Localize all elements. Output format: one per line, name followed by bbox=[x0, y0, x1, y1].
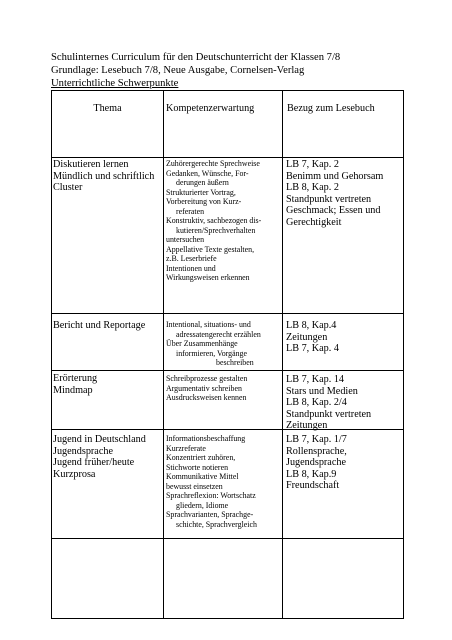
column-header-thema: Thema bbox=[93, 103, 122, 114]
row1-kompetenz: Zuhörergerechte Sprechweise Gedanken, Wünsche, For- derungen äußern Strukturierter Vortrag, Vorbereitung von Kurz- referaten Konstruktiv, sachbezogen dis- kutieren/Sprechverhalten untersuchen Appellative Texte gestalten, z.B. Leserbriefe Intentionen und Wirkungsweisen erkennen bbox=[166, 159, 262, 282]
header-basis: Grundlage: Lesebuch 7/8, Neue Ausgabe, Cornelsen-Verlag bbox=[51, 65, 305, 76]
table-border-right bbox=[403, 90, 404, 619]
row4-thema: Jugend in Deutschland Jugendsprache Jugend früher/heute Kurzprosa bbox=[53, 434, 146, 480]
table-border-top bbox=[51, 90, 404, 91]
row1-bezug: LB 7, Kap. 2 Benimm und Gehorsam LB 8, Kap. 2 Standpunkt vertreten Geschmack; Essen und Gerechtigkeit bbox=[286, 159, 384, 228]
table-border-bottom bbox=[51, 618, 404, 619]
table-col-divider-2 bbox=[282, 90, 283, 619]
row3-bezug: LB 7, Kap. 14 Stars und Medien LB 8, Kap. 2/4 Standpunkt vertreten Zeitungen bbox=[286, 374, 372, 432]
header-focus: Unterrichtliche Schwerpunkte bbox=[51, 78, 179, 89]
row1-thema: Diskutieren lernen Mündlich und schriftlich Cluster bbox=[53, 159, 155, 194]
table-rule-row4 bbox=[51, 538, 404, 539]
table-rule-header bbox=[51, 157, 404, 158]
row3-kompetenz: Schreibprozesse gestalten Argumentativ schreiben Ausdrucksweisen kennen bbox=[166, 374, 248, 402]
row2-bezug: LB 8, Kap.4 Zeitungen LB 7, Kap. 4 bbox=[286, 320, 339, 355]
row2-thema: Bericht und Reportage bbox=[53, 320, 146, 331]
table-rule-row2 bbox=[51, 370, 404, 371]
table-rule-row1 bbox=[51, 313, 404, 314]
table-border-left bbox=[51, 90, 52, 619]
column-header-bezug: Bezug zum Lesebuch bbox=[287, 103, 375, 114]
row3-thema: Erörterung Mindmap bbox=[53, 373, 98, 396]
table-col-divider-1 bbox=[163, 90, 164, 619]
row4-bezug: LB 7, Kap. 1/7 Rollensprache, Jugendsprache LB 8, Kap.9 Freundschaft bbox=[286, 434, 347, 492]
header-title: Schulinternes Curriculum für den Deutschunterricht der Klassen 7/8 bbox=[51, 52, 341, 63]
column-header-kompetenz: Kompetenzerwartung bbox=[166, 103, 255, 114]
row2-kompetenz: Intentional, situations- und adressatengerecht erzählen Über Zusammenhänge informieren, Vorgänge beschreiben bbox=[166, 320, 261, 367]
row4-kompetenz: Informationsbeschaffung Kurzreferate Konzentriert zuhören, Stichworte notieren Kommunikative Mittel bewusst einsetzen Sprachreflexion: Wortschatz gliedern, Idiome Sprachvarianten, Sprachge- schichte, Sprachvergleich bbox=[166, 434, 257, 529]
